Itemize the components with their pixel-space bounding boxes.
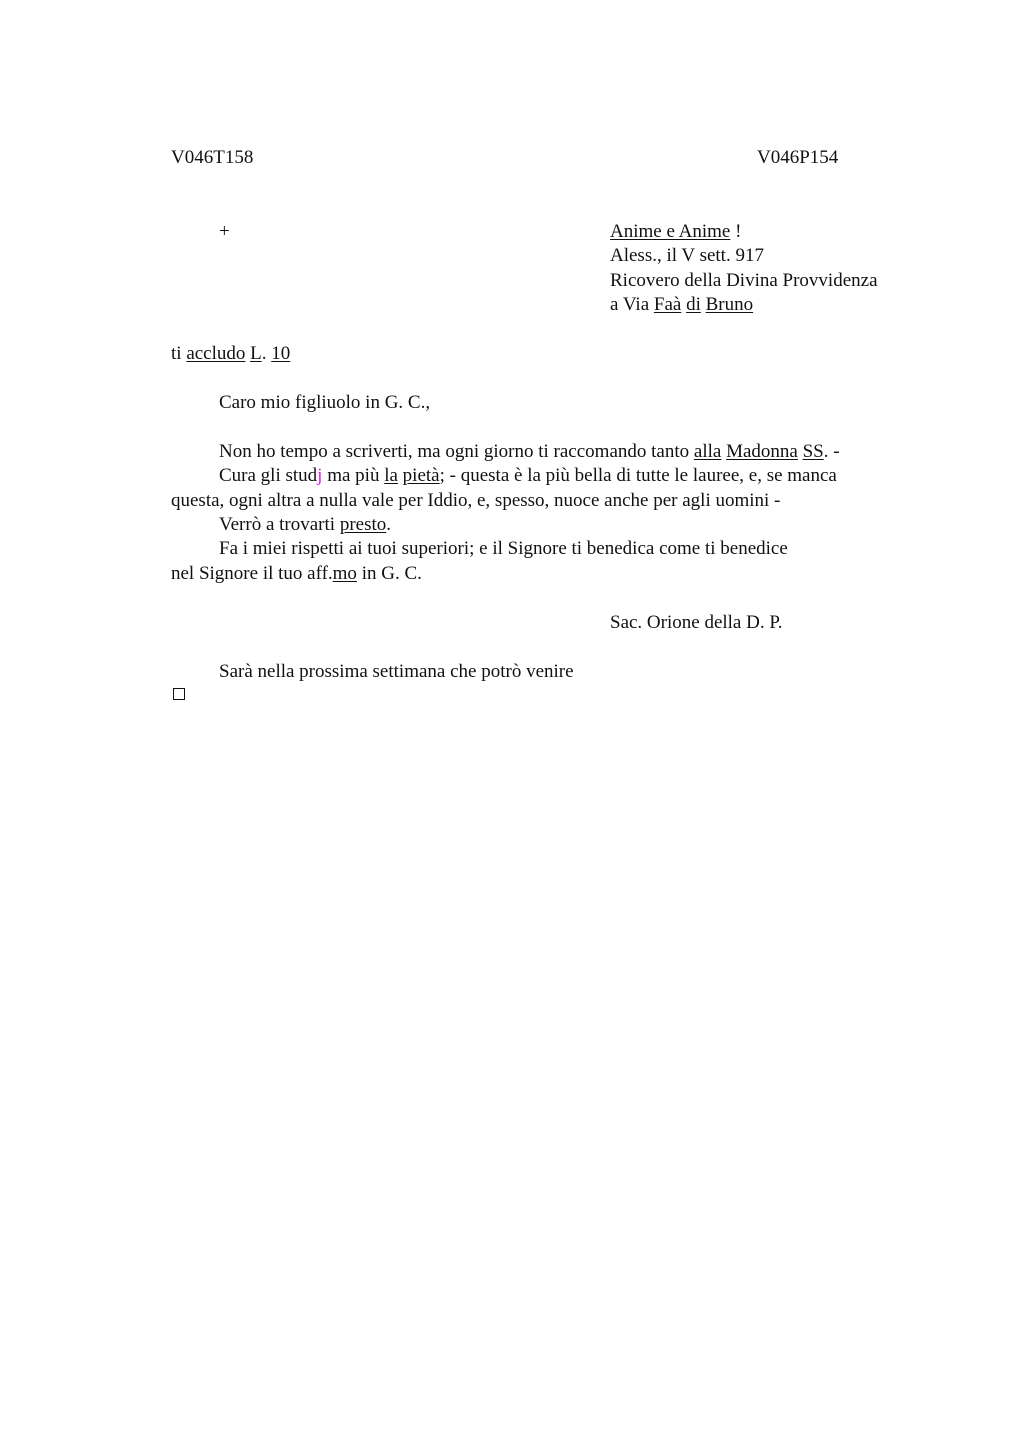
- p1-ss: SS: [802, 441, 824, 462]
- body-paragraph-2-line-2: questa, ogni altra a nulla vale per Iddio, e, spesso, nuoce anche per agli uomini -: [171, 490, 781, 511]
- right-document-code: V046P154: [757, 147, 839, 168]
- enclosure-dot: .: [261, 343, 272, 364]
- enclosure-word: accludo: [186, 343, 246, 364]
- cross-symbol: +: [219, 221, 230, 242]
- p2-rest: ; - questa è la più bella di tutte le lauree, e, se manca: [439, 465, 837, 486]
- address-prefix: a Via: [610, 294, 654, 315]
- p2-j-highlight: j: [317, 465, 323, 486]
- left-document-code: V046T158: [171, 147, 254, 168]
- address-di: di: [686, 294, 701, 315]
- p4-mo: mo: [332, 563, 357, 584]
- address-bruno: Bruno: [705, 294, 754, 315]
- date-line: Aless., il V sett. 917: [610, 245, 764, 266]
- enclosure-currency: L: [250, 343, 262, 364]
- p3-presto: presto: [339, 514, 387, 535]
- body-paragraph-3: [219, 513, 391, 537]
- postscript: Sarà nella prossima settimana che potrò venire: [219, 661, 574, 682]
- p2-mid: ma più: [322, 465, 385, 486]
- motto-text: Anime e Anime: [610, 221, 731, 242]
- body-paragraph-1: [219, 440, 840, 464]
- enclosure-amount: 10: [271, 343, 291, 364]
- signature: Sac. Orione della D. P.: [610, 612, 783, 633]
- body-paragraph-4-line-2: [171, 562, 422, 586]
- salutation: Caro mio figliuolo in G. C.,: [219, 392, 431, 413]
- motto-line: [610, 220, 741, 244]
- enclosure-prefix: ti: [171, 343, 187, 364]
- institution-line: Ricovero della Divina Provvidenza: [610, 270, 878, 291]
- body-paragraph-2-line-1: [219, 464, 837, 488]
- address-line: [610, 293, 753, 317]
- p1-end: . -: [823, 441, 840, 462]
- p3-prefix: Verrò a trovarti: [219, 514, 340, 535]
- p1-prefix: Non ho tempo a scriverti, ma ogni giorno ti raccomando tanto: [219, 441, 694, 462]
- body-paragraph-4-line-1: Fa i miei rispetti ai tuoi superiori; e il Signore ti benedica come ti benedice: [219, 538, 788, 559]
- p4-prefix: nel Signore il tuo aff.: [171, 563, 333, 584]
- p2-pieta: pietà: [402, 465, 440, 486]
- square-marker-icon: [173, 688, 185, 700]
- enclosure-line: [171, 342, 290, 366]
- p4-end: in G. C.: [356, 563, 422, 584]
- address-faa: Faà: [653, 294, 682, 315]
- p2-la: la: [384, 465, 398, 486]
- motto-exclamation: !: [730, 221, 742, 242]
- p1-alla: alla: [693, 441, 722, 462]
- p1-madonna: Madonna: [726, 441, 798, 462]
- p3-end: .: [386, 514, 391, 535]
- p2-start: Cura gli stud: [219, 465, 318, 486]
